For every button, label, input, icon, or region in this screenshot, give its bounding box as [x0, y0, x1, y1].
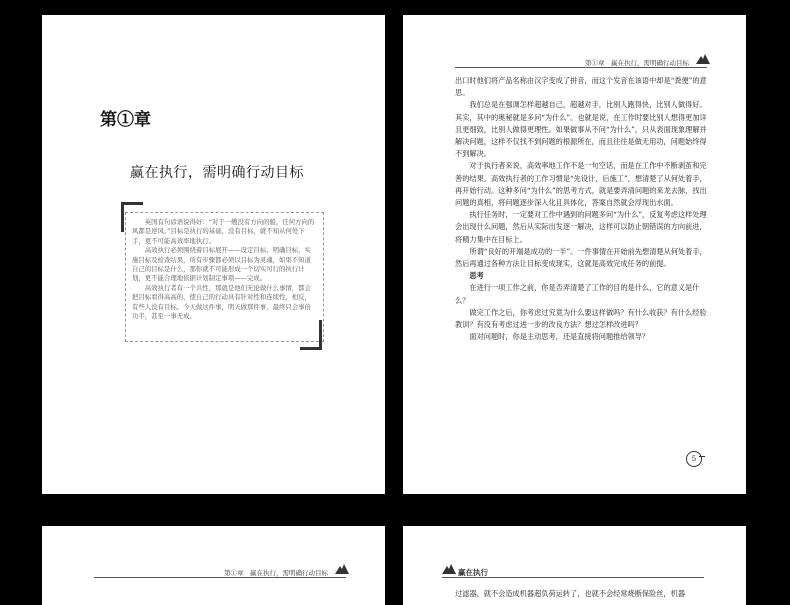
- chapter-intro-text: [132, 218, 316, 321]
- intro-paragraph: 高效执行者有一个共性，那就是他们无论做什么事情，都会把目标看得高高的，使自己的行动具有针对性和连续性，相反，有些人没有目标，今天做这件事，明天做那件事，最终只会事倍功半，甚至一事无成。: [132, 283, 311, 321]
- mountain-logo-icon: [442, 563, 456, 574]
- page-number-tick: [699, 456, 705, 457]
- book-page-chapter-opener: [42, 15, 385, 494]
- body-paragraph: 在进行一项工作之前，你是否弄清楚了工作的目的是什么，它的意义是什么？: [455, 283, 700, 305]
- mountain-logo-icon: [696, 53, 710, 64]
- body-paragraph: 出口时他们将产品名称由汉字变成了拼音，而这个发音在该语中却是“粪便”的意思。: [455, 76, 707, 98]
- running-header: 赢在执行: [458, 568, 488, 577]
- body-text-line: 过滤器，就不会造成机器超负荷运转了，也就不会经常烧断保险丝，机器: [455, 589, 686, 598]
- running-header: 第①章 赢在执行，需明确行动目标: [585, 59, 689, 67]
- mountain-logo-icon: [335, 563, 349, 574]
- body-paragraph: 我们总是在强调怎样超越自己，超越对手，比别人跑得快，比别人做得好。其实，其中的奥秘就是多问“为什么”。也就是说，在工作时要比别人想得更加详且更细致，比别人做得更理性。如果做事从不问“为什么”，只从表面现象理解并解决问题，这样不仅找不到问题的根源所在，而且往往是做无用功，问题始终得不到解决。: [455, 100, 707, 159]
- bracket-bottom-right: [319, 320, 322, 350]
- body-text: [455, 75, 707, 343]
- chapter-number: 第①章: [100, 110, 151, 130]
- bracket-top-left: [121, 202, 124, 232]
- body-paragraph: 面对问题时，你是主动思考，还是直接将问题推给领导？: [469, 332, 650, 342]
- header-rule: [442, 577, 704, 578]
- bracket-bottom-right-bar: [300, 347, 322, 350]
- header-rule: [455, 67, 707, 68]
- page-number: 5: [686, 451, 702, 467]
- body-paragraph: 执行任务时，一定要对工作中遇到的问题多问“为什么”，反复考虑这样处理会出现什么问题，然后从实际出发逐一解决，这样可以防止朝错误的方向前进，将精力集中在目标上。: [455, 210, 707, 244]
- bracket-top-left-bar: [121, 202, 143, 205]
- book-page-partial: [42, 526, 385, 605]
- book-page-body: [403, 15, 746, 494]
- section-heading: 思考: [469, 271, 484, 281]
- running-header: 第①章 赢在执行，需明确行动目标: [224, 569, 328, 577]
- intro-paragraph: 英国有句谚语说得好：“对于一艘没有方向的船，任何方向的风都是逆风。”目标是执行的基础，没有目标，就不知从何处下手，更不可能高效率地执行。: [132, 218, 315, 245]
- book-page-partial: [403, 526, 746, 605]
- header-rule: [94, 577, 346, 578]
- chapter-title: 赢在执行，需明确行动目标: [130, 165, 304, 181]
- body-paragraph: 做完工作之后，你考虑过究竟为什么要这样做吗？有什么收获？有什么经验教训？有没有考虑过进一步的改良方法？想过怎样改进吗？: [455, 307, 707, 330]
- body-paragraph: 对于执行者来说，高效率地工作不是一句空话，而是在工作中不断剥茧和完善的结果。高效执行者的工作习惯是“先设计，后施工”，想清楚了从何处着手，再开始行动。这种多问“为什么”的思考方式，就是要弄清问题的来龙去脉，找出问题的真相，将问题逐步深入化且具体化，答案自然就会浮现出水面。: [455, 161, 707, 208]
- intro-paragraph: 高效执行必须围绕着目标展开——设定目标、明确目标，实施目标及检查结果，所有步骤都必须以目标为灵魂，如果不知道自己的目标是什么，那你就不可能形成一个切实可行的执行计划，更不能合理地依据计划制定事项——完成。: [132, 246, 311, 283]
- body-paragraph: 所谓“良好的开端是成功的一半”。一件事情在开始前先想清楚从何处着手，然后再通过各种方法让目标变成现实，这就是高效完成任务的前提。: [455, 246, 707, 269]
